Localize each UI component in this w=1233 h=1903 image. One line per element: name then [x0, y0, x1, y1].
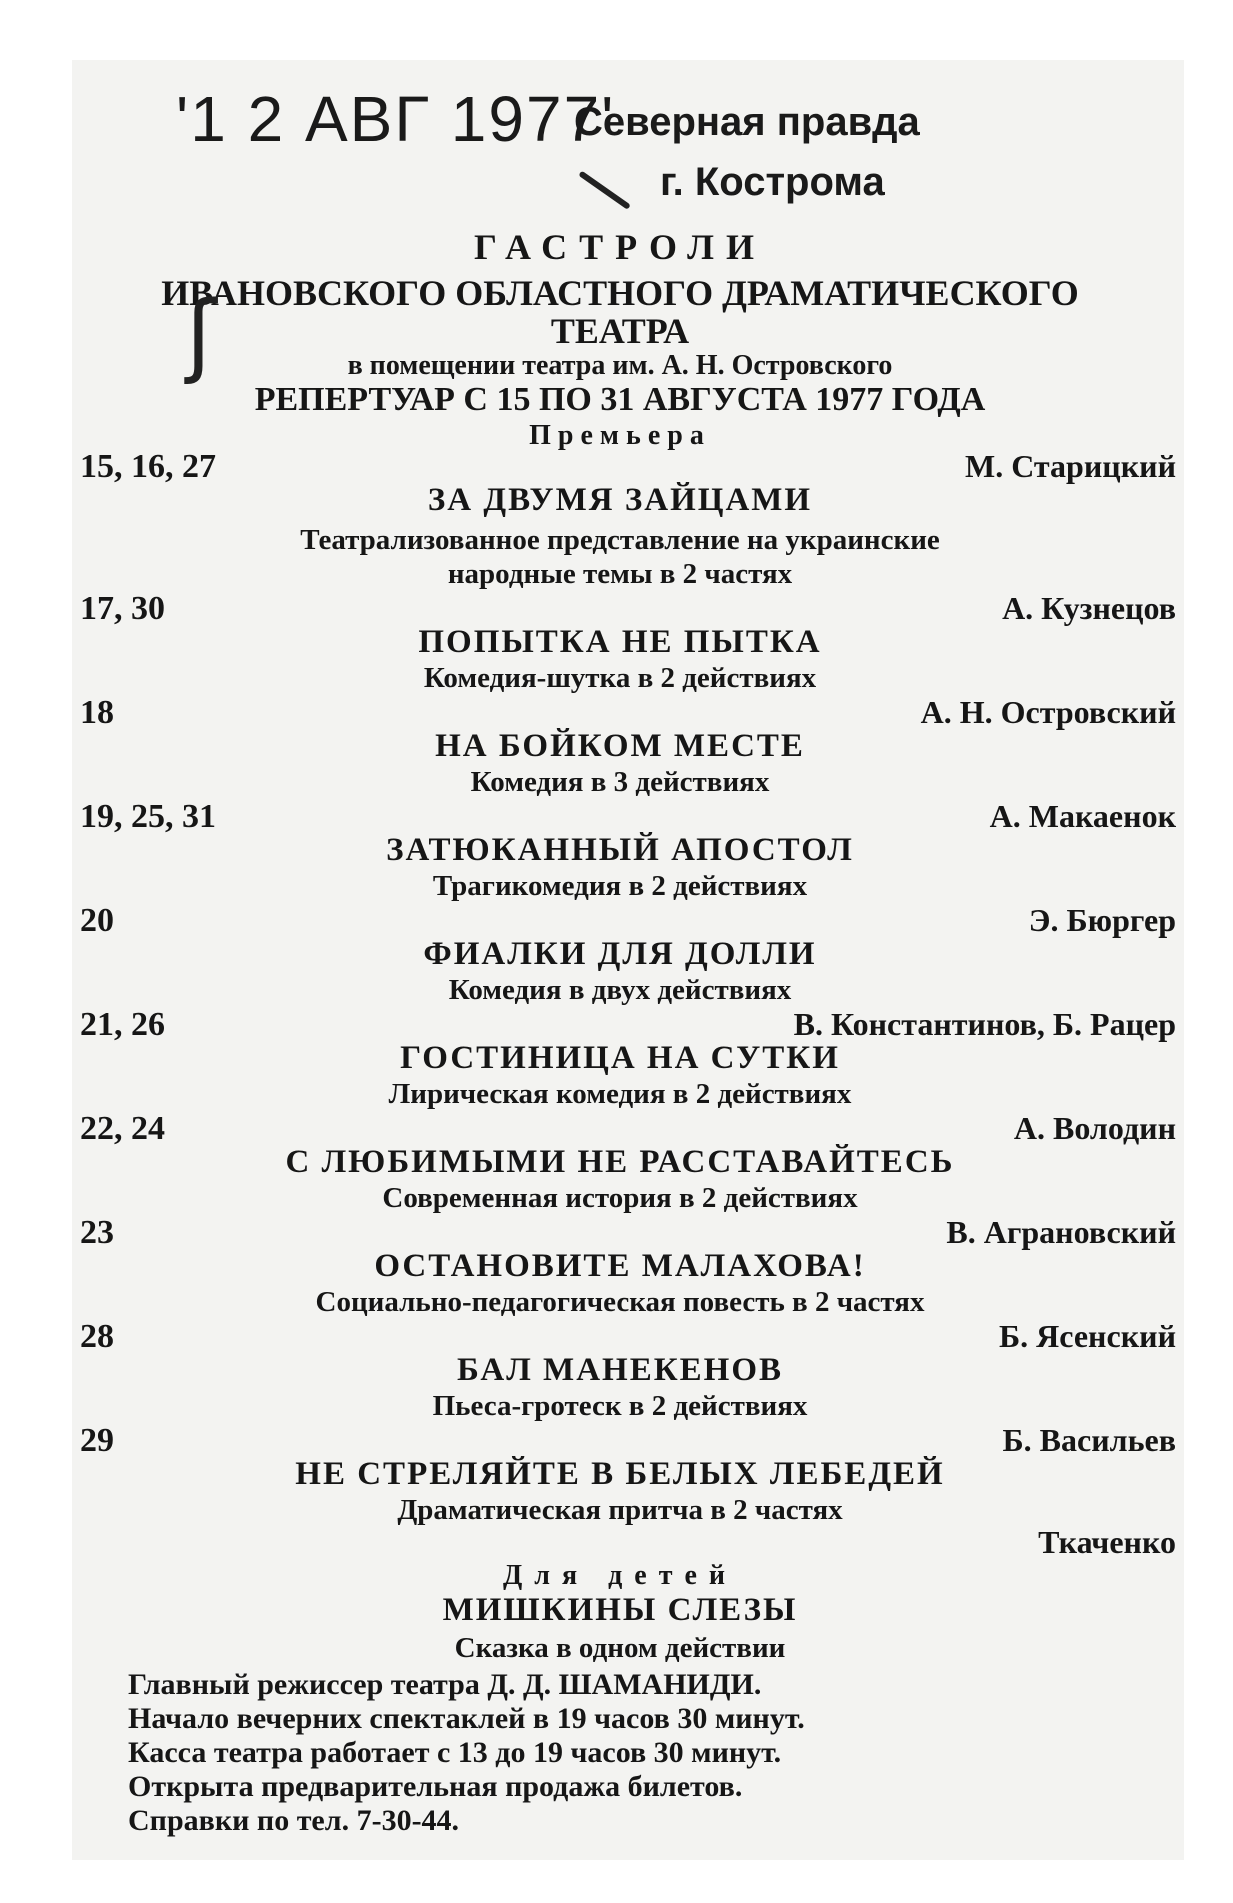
play-author: М. Старицкий [965, 448, 1176, 484]
stamp-date: '1 2 АВГ 1977' [176, 83, 616, 155]
play-description: Театрализованное представление на украинские [300, 524, 940, 556]
theatre-name-line2: ТЕАТРА [550, 311, 690, 351]
play-dates: 21, 26 [80, 1006, 165, 1043]
pen-bracket: ʃ [186, 282, 217, 387]
play-title: БАЛ МАНЕКЕНОВ [457, 1352, 783, 1388]
play-author: В. Аграновский [946, 1214, 1176, 1250]
play-description: Комедия в двух действиях [448, 974, 792, 1006]
play-author: А. Володин [1013, 1110, 1176, 1146]
premiere-label: Премьера [529, 420, 711, 451]
footer-presale: Открыта предварительная продажа билетов. [128, 1770, 743, 1803]
play-description: Драматическая притча в 2 частях [397, 1494, 843, 1526]
repertoire-heading: РЕПЕРТУАР С 15 ПО 31 АВГУСТА 1977 ГОДА [254, 381, 986, 418]
play-dates: 18 [80, 694, 114, 731]
play-title: ЗА ДВУМЯ ЗАЙЦАМИ [427, 482, 813, 518]
play-dates: 15, 16, 27 [80, 448, 216, 485]
footer-director: Главный режиссер театра Д. Д. ШАМАНИДИ. [128, 1668, 762, 1701]
play-dates: 28 [80, 1318, 114, 1355]
footer-box-office: Касса театра работает с 13 до 19 часов 30 минут. [128, 1736, 782, 1769]
play-author: А. Н. Островский [920, 694, 1176, 730]
children-play-description: Сказка в одном действии [454, 1632, 786, 1664]
children-play-author: Ткаченко [1038, 1524, 1176, 1560]
footer-phone: Справки по тел. 7-30-44. [128, 1804, 460, 1837]
venue: в помещении театра им. А. Н. Островского [347, 350, 893, 381]
play-title: ЗАТЮКАННЫЙ АПОСТОЛ [386, 832, 854, 868]
play-description: Лирическая комедия в 2 действиях [388, 1078, 852, 1110]
play-dates: 29 [80, 1422, 114, 1459]
play-description: народные темы в 2 частях [447, 558, 793, 590]
play-description: Современная история в 2 действиях [382, 1182, 858, 1214]
play-title: С ЛЮБИМЫМИ НЕ РАССТАВАЙТЕСЬ [285, 1144, 955, 1180]
play-title: НА БОЙКОМ МЕСТЕ [435, 728, 805, 764]
footer-start-time: Начало вечерних спектаклей в 19 часов 30 минут. [128, 1702, 805, 1735]
play-author: Б. Васильев [1002, 1422, 1176, 1458]
play-dates: 22, 24 [80, 1110, 165, 1147]
tour-heading: ГАСТРОЛИ [473, 227, 766, 267]
play-title: НЕ СТРЕЛЯЙТЕ В БЕЛЫХ ЛЕБЕДЕЙ [295, 1456, 945, 1492]
theatre-name-line1: ИВАНОВСКОГО ОБЛАСТНОГО ДРАМАТИЧЕСКОГО [161, 273, 1079, 313]
play-description: Трагикомедия в 2 действиях [432, 870, 808, 902]
play-description: Социально-педагогическая повесть в 2 частях [315, 1286, 925, 1318]
children-heading: Для детей [502, 1560, 738, 1591]
play-dates: 19, 25, 31 [80, 798, 216, 835]
play-author: В. Константинов, Б. Рацер [793, 1006, 1176, 1042]
play-title: ОСТАНОВИТЕ МАЛАХОВА! [374, 1248, 866, 1284]
children-play-title: МИШКИНЫ СЛЕЗЫ [442, 1592, 798, 1628]
play-author: А. Кузнецов [1002, 590, 1176, 626]
play-dates: 23 [80, 1214, 114, 1251]
play-author: Э. Бюргер [1028, 902, 1176, 938]
play-author: А. Макаенок [989, 798, 1176, 834]
play-description: Комедия-шутка в 2 действиях [423, 662, 817, 694]
stamp-newspaper: Северная правда [574, 100, 920, 144]
play-title: ГОСТИНИЦА НА СУТКИ [400, 1040, 840, 1076]
stamp-city: г. Кострома [660, 160, 885, 204]
play-description: Пьеса-гротеск в 2 действиях [432, 1390, 808, 1422]
play-description: Комедия в 3 действиях [470, 766, 770, 798]
play-title: ФИАЛКИ ДЛЯ ДОЛЛИ [423, 936, 817, 972]
play-dates: 20 [80, 902, 114, 939]
play-author: Б. Ясенский [998, 1318, 1176, 1354]
play-dates: 17, 30 [80, 590, 165, 627]
play-title: ПОПЫТКА НЕ ПЫТКА [418, 624, 822, 660]
